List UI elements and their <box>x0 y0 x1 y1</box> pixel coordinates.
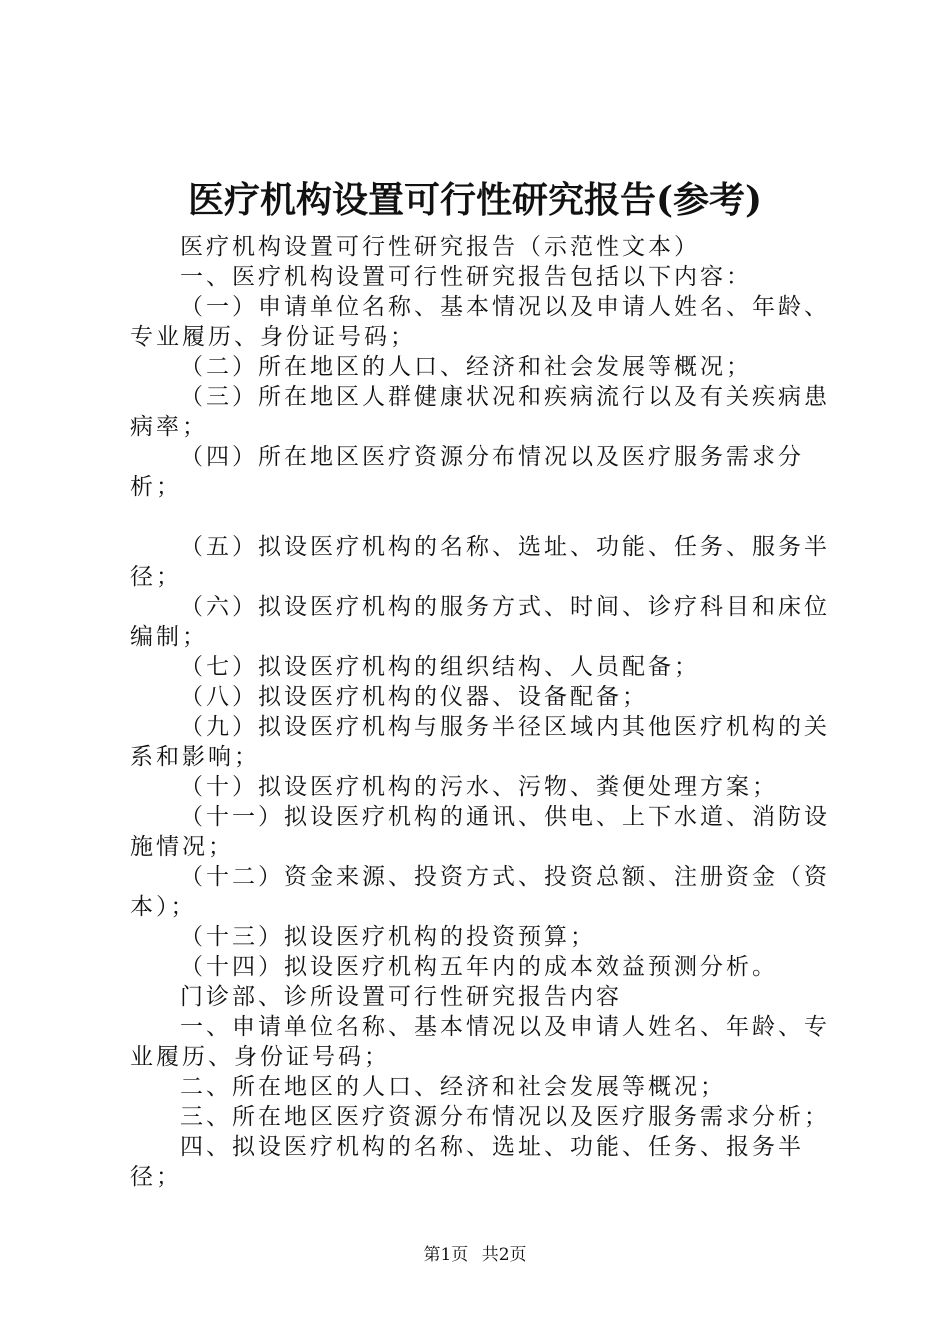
paragraph: 门诊部、诊所设置可行性研究报告内容 <box>180 984 622 1010</box>
paragraph: 四、拟设医疗机构的名称、选址、功能、任务、报务半径； <box>130 1134 804 1190</box>
page-number: 第1页 <box>423 1245 469 1265</box>
paragraph: （五）拟设医疗机构的名称、选址、功能、任务、服务半径； <box>130 534 830 590</box>
paragraph: （十四）拟设医疗机构五年内的成本效益预测分析。 <box>180 954 778 980</box>
page-footer <box>0 1244 950 1266</box>
document-body <box>130 232 835 1192</box>
paragraph: （九）拟设医疗机构与服务半径区域内其他医疗机构的关系和影响； <box>130 714 830 770</box>
paragraph: 一、医疗机构设置可行性研究报告包括以下内容： <box>180 264 752 290</box>
paragraph: （八）拟设医疗机构的仪器、设备配备； <box>180 684 648 710</box>
paragraph: 医疗机构设置可行性研究报告（示范性文本） <box>180 234 700 260</box>
document-title: 医疗机构设置可行性研究报告(参考) <box>187 179 763 221</box>
paragraph: （六）拟设医疗机构的服务方式、时间、诊疗科目和床位编制； <box>130 594 830 650</box>
paragraph: （十）拟设医疗机构的污水、污物、粪便处理方案； <box>180 774 778 800</box>
paragraph: （三）所在地区人群健康状况和疾病流行以及有关疾病患病率； <box>130 384 830 440</box>
paragraph: 三、所在地区医疗资源分布情况以及医疗服务需求分析； <box>180 1104 830 1130</box>
total-pages: 共2页 <box>481 1245 527 1265</box>
paragraph: （一）申请单位名称、基本情况以及申请人姓名、年龄、专业履历、身份证号码； <box>130 294 830 350</box>
paragraph: （四）所在地区医疗资源分布情况以及医疗服务需求分析； <box>130 444 804 500</box>
paragraph: 一、申请单位名称、基本情况以及申请人姓名、年龄、专业履历、身份证号码； <box>130 1014 830 1070</box>
paragraph: （十三）拟设医疗机构的投资预算； <box>180 924 596 950</box>
paragraph: 二、所在地区的人口、经济和社会发展等概况； <box>180 1074 726 1100</box>
paragraph: （七）拟设医疗机构的组织结构、人员配备； <box>180 654 700 680</box>
paragraph: （二）所在地区的人口、经济和社会发展等概况； <box>180 354 752 380</box>
paragraph: （十二）资金来源、投资方式、投资总额、注册资金（资本）； <box>130 864 830 920</box>
paragraph: （十一）拟设医疗机构的通讯、供电、上下水道、消防设施情况； <box>130 804 830 860</box>
